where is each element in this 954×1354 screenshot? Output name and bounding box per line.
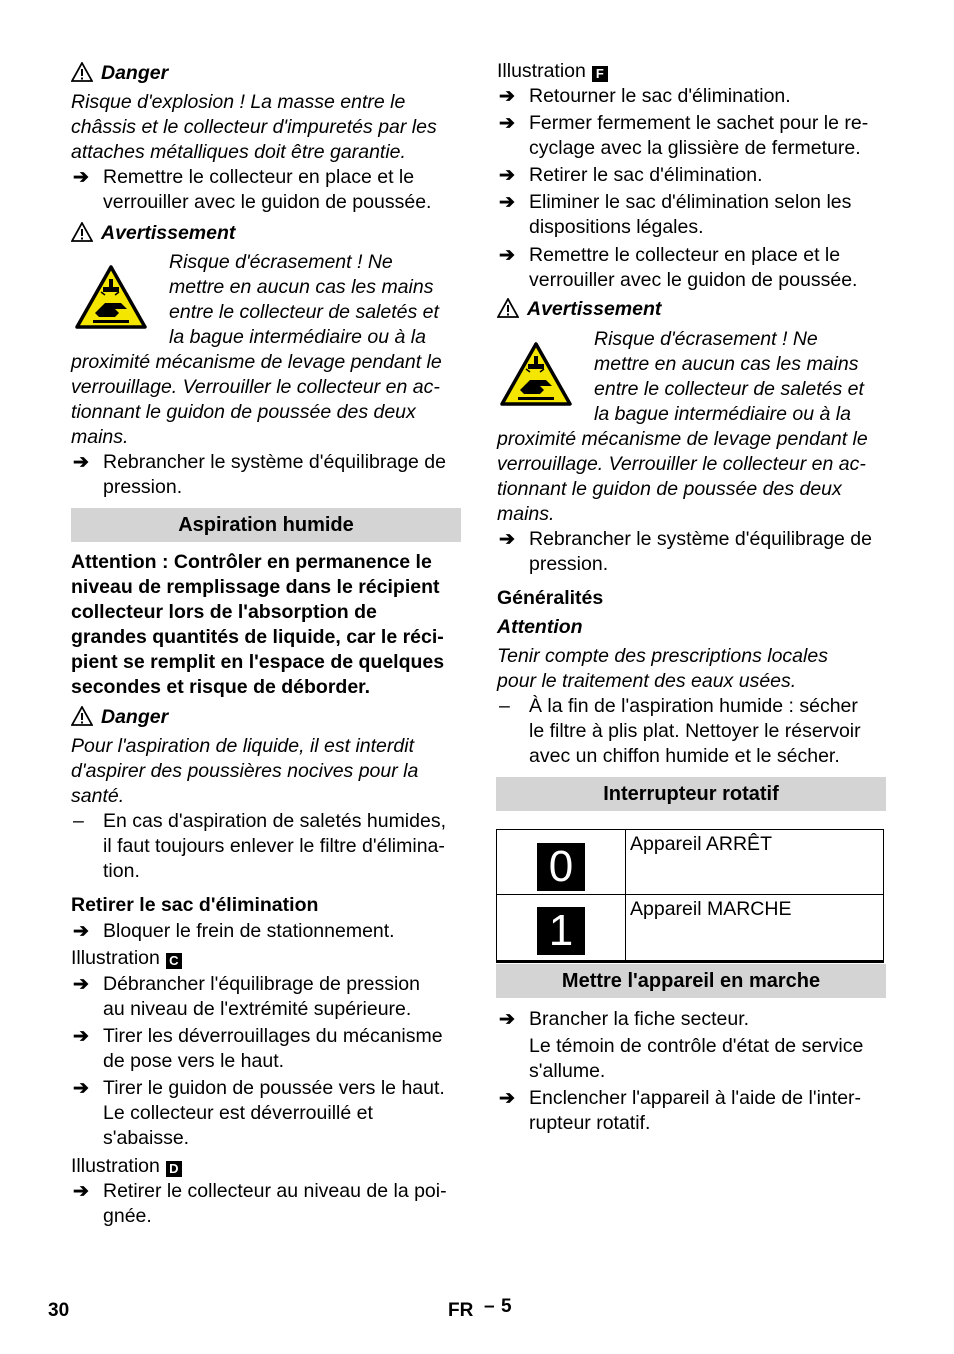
step-text: Brancher la fiche secteur. <box>529 1008 750 1030</box>
table-divider <box>625 830 626 960</box>
subheading-general: Généralités <box>497 587 604 609</box>
arrow-icon: ➔ <box>499 245 515 266</box>
danger-text-line: Pour l'aspiration de liquide, il est interdit <box>71 735 414 757</box>
footer-sub-page: 5 <box>501 1296 512 1317</box>
step-text: Remettre le collecteur en place et le <box>103 166 415 188</box>
arrow-icon: ➔ <box>73 1181 89 1202</box>
arrow-icon: ➔ <box>499 192 515 213</box>
step-text: pression. <box>529 553 609 575</box>
arrow-icon: ➔ <box>73 921 89 942</box>
attention-heading: Attention <box>497 616 583 638</box>
page-number: 30 <box>48 1300 70 1321</box>
table-cell-text: Appareil ARRÊT <box>630 833 772 855</box>
danger-text-line: santé. <box>71 785 125 807</box>
warning-triangle-icon <box>71 62 93 82</box>
step-text: verrouiller avec le guidon de poussée. <box>103 191 432 213</box>
danger-text-line: Risque d'explosion ! La masse entre le <box>71 91 406 113</box>
step-text: Eliminer le sac d'élimination selon les <box>529 191 852 213</box>
illustration-letter-badge: C <box>166 953 182 969</box>
step-text: Le collecteur est déverrouillé et <box>103 1102 373 1124</box>
footer-dash: – <box>484 1296 495 1317</box>
step-text: Remettre le collecteur en place et le <box>529 244 841 266</box>
warning-text-line: Risque d'écrasement ! Ne <box>594 328 818 350</box>
crush-hazard-icon <box>75 265 147 329</box>
step-text: dispositions légales. <box>529 216 704 238</box>
warning-text-line: tionnant le guidon de poussée des deux <box>497 478 842 500</box>
danger-text-line: d'aspirer des poussières nocives pour la <box>71 760 419 782</box>
arrow-icon: ➔ <box>73 974 89 995</box>
warning-text-line: proximité mécanisme de levage pendant le <box>497 428 868 450</box>
warning-heading: Avertissement <box>497 297 661 322</box>
arrow-icon: ➔ <box>499 113 515 134</box>
arrow-icon: ➔ <box>73 1026 89 1047</box>
warning-text-line: la bague intermédiaire ou à la <box>594 403 851 425</box>
warning-text-line: mains. <box>497 503 555 525</box>
switch-table <box>496 829 884 961</box>
dash-bullet: – <box>73 810 84 832</box>
danger-text-line: châssis et le collecteur d'impuretés par les <box>71 116 437 138</box>
step-text: Rebrancher le système d'équilibrage de <box>529 528 873 550</box>
warning-text-line: proximité mécanisme de levage pendant le <box>71 351 442 373</box>
step-text: cyclage avec la glissière de fermeture. <box>529 137 861 159</box>
step-text: s'abaisse. <box>103 1127 190 1149</box>
illustration-ref: Illustration F <box>497 59 608 84</box>
danger-heading: Danger <box>71 705 168 730</box>
dash-text: avec un chiffon humide et le sécher. <box>529 745 840 767</box>
switch-symbol-off: 0 <box>537 843 585 891</box>
dash-bullet: – <box>499 695 510 717</box>
section-heading-start: Mettre l'appareil en marche <box>496 964 886 998</box>
warning-text-line: verrouillage. Verrouiller le collecteur en ac- <box>497 453 866 475</box>
step-text: pression. <box>103 476 183 498</box>
step-text: Enclencher l'appareil à l'aide de l'inter- <box>529 1087 862 1109</box>
step-text: au niveau de l'extrémité supérieure. <box>103 998 412 1020</box>
arrow-icon: ➔ <box>499 1009 515 1030</box>
step-text: rupteur rotatif. <box>529 1112 651 1134</box>
dash-text: tion. <box>103 860 140 882</box>
warning-text-line: mettre en aucun cas les mains <box>594 353 859 375</box>
attention-text-line: pour le traitement des eaux usées. <box>497 670 797 692</box>
crush-hazard-icon <box>500 342 572 406</box>
attention-bold-line: secondes et risque de déborder. <box>71 676 371 698</box>
warning-triangle-icon <box>71 222 93 242</box>
arrow-icon: ➔ <box>499 529 515 550</box>
dash-text: À la fin de l'aspiration humide : sécher <box>529 695 858 717</box>
step-text: Bloquer le frein de stationnement. <box>103 920 395 942</box>
table-bottom-rule <box>496 961 884 963</box>
arrow-icon: ➔ <box>499 165 515 186</box>
attention-bold-line: niveau de remplissage dans le récipient <box>71 576 440 598</box>
attention-bold-line: pient se remplit en l'espace de quelques <box>71 651 445 673</box>
warning-text-line: tionnant le guidon de poussée des deux <box>71 401 416 423</box>
illustration-ref: Illustration C <box>71 946 182 971</box>
arrow-icon: ➔ <box>73 452 89 473</box>
section-heading-rotary-switch: Interrupteur rotatif <box>496 777 886 811</box>
step-text: Tirer les déverrouillages du mécanisme <box>103 1025 443 1047</box>
arrow-icon: ➔ <box>73 167 89 188</box>
warning-heading: Avertissement <box>71 221 235 246</box>
warning-triangle-icon <box>71 706 93 726</box>
step-text: Tirer le guidon de poussée vers le haut. <box>103 1077 445 1099</box>
arrow-icon: ➔ <box>499 86 515 107</box>
step-text: Rebrancher le système d'équilibrage de <box>103 451 447 473</box>
table-divider <box>497 894 883 895</box>
warning-text-line: entre le collecteur de saletés et <box>169 301 439 323</box>
attention-bold-line: collecteur lors de l'absorption de <box>71 601 377 623</box>
step-text: Débrancher l'équilibrage de pression <box>103 973 420 995</box>
warning-text-line: la bague intermédiaire ou à la <box>169 326 426 348</box>
arrow-icon: ➔ <box>73 1078 89 1099</box>
attention-text-line: Tenir compte des prescriptions locales <box>497 645 828 667</box>
switch-symbol-on: 1 <box>537 907 585 955</box>
warning-text-line: verrouillage. Verrouiller le collecteur en ac- <box>71 376 440 398</box>
dash-text: le filtre à plis plat. Nettoyer le réservoir <box>529 720 861 742</box>
step-text: gnée. <box>103 1205 152 1227</box>
warning-text-line: Risque d'écrasement ! Ne <box>169 251 393 273</box>
step-text: Retirer le collecteur au niveau de la poi- <box>103 1180 447 1202</box>
step-text: de pose vers le haut. <box>103 1050 285 1072</box>
step-text: Fermer fermement le sachet pour le re- <box>529 112 869 134</box>
danger-text-line: attaches métalliques doit être garantie. <box>71 141 406 163</box>
subheading-remove-bag: Retirer le sac d'élimination <box>71 894 319 916</box>
step-text: Retourner le sac d'élimination. <box>529 85 791 107</box>
footer-language: FR <box>448 1300 474 1321</box>
attention-bold-line: grandes quantités de liquide, car le réci- <box>71 626 444 648</box>
step-text: verrouiller avec le guidon de poussée. <box>529 269 858 291</box>
arrow-icon: ➔ <box>499 1088 515 1109</box>
dash-text: En cas d'aspiration de saletés humides, <box>103 810 447 832</box>
attention-bold-line: Attention : Contrôler en permanence le <box>71 551 432 573</box>
illustration-letter-badge: D <box>166 1161 182 1177</box>
illustration-ref: Illustration D <box>71 1154 182 1179</box>
danger-heading: Danger <box>71 61 168 86</box>
warning-triangle-icon <box>497 298 519 318</box>
note-text: Le témoin de contrôle d'état de service <box>529 1035 864 1057</box>
note-text: s'allume. <box>529 1060 606 1082</box>
warning-text-line: mettre en aucun cas les mains <box>169 276 434 298</box>
step-text: Retirer le sac d'élimination. <box>529 164 763 186</box>
dash-text: il faut toujours enlever le filtre d'élimina- <box>103 835 445 857</box>
warning-text-line: mains. <box>71 426 129 448</box>
warning-text-line: entre le collecteur de saletés et <box>594 378 864 400</box>
table-cell-text: Appareil MARCHE <box>630 898 792 920</box>
illustration-letter-badge: F <box>592 66 608 82</box>
section-heading-wet-vacuuming: Aspiration humide <box>71 508 461 542</box>
